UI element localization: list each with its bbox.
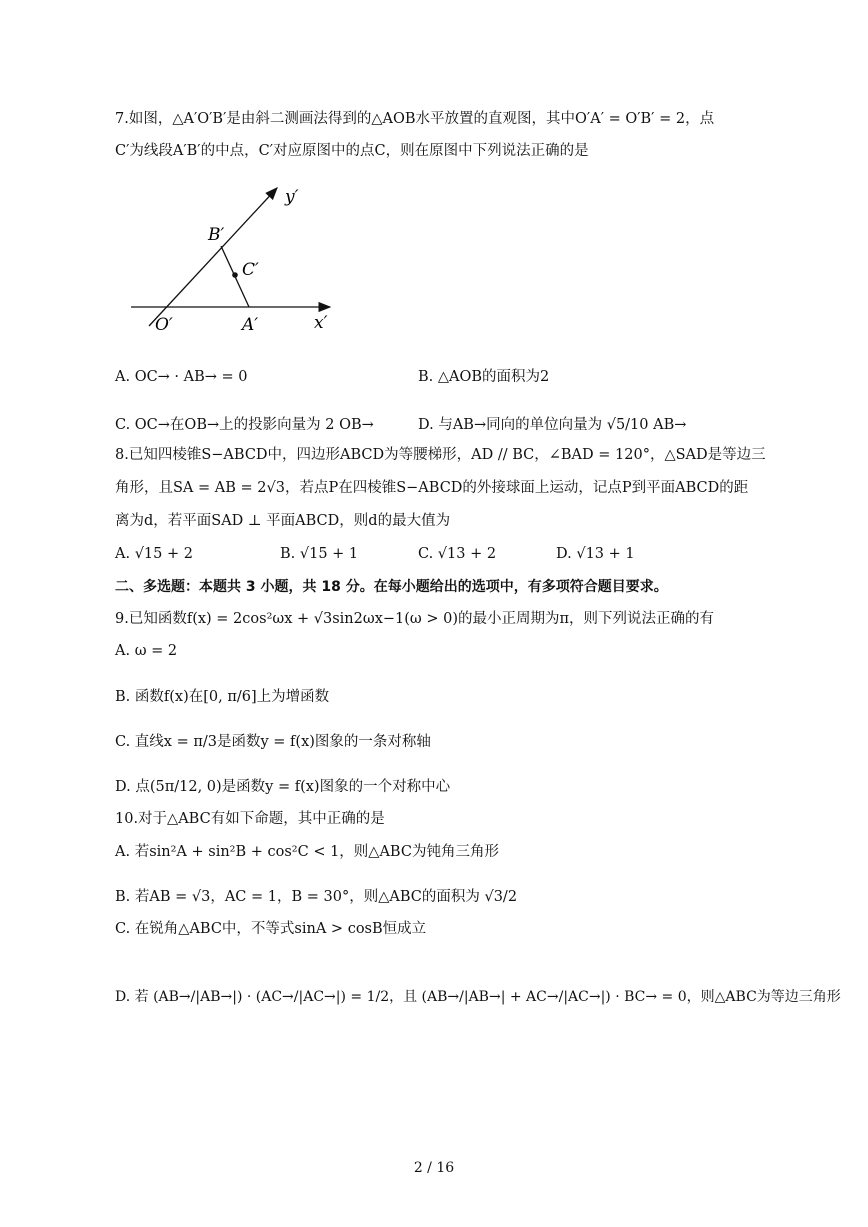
q9-option-b: B. 函数f(x)在[0, π/6]上为增函数 [115,689,330,705]
label-x-axis: x′ [314,313,328,333]
q8-stem-line2: 角形，且SA = AB = 2√3，若点P在四棱锥S−ABCD的外接球面上运动，记点P到平面ABCD的距 [115,480,749,496]
label-y-axis: y′ [285,187,299,207]
q7-stem-line2: C′为线段A′B′的中点，C′对应原图中的点C，则在原图中下列说法正确的是 [115,143,589,159]
q10-option-a: A. 若sin²A + sin²B + cos²C < 1，则△ABC为钝角三角形 [115,844,499,860]
q7-option-d: D. 与AB→同向的单位向量为 √5/10 AB→ [418,417,687,433]
label-b: B′ [208,225,225,245]
q10-option-c: C. 在锐角△ABC中，不等式sinA > cosB恒成立 [115,921,427,937]
q7-option-b: B. △AOB的面积为2 [418,369,550,385]
q8-option-d: D. √13 + 1 [556,546,635,562]
point-c [232,272,238,278]
label-a: A′ [242,315,259,335]
page-number: 2 / 16 [413,1160,455,1176]
section-heading-multiple-choice: 二、多选题：本题共 3 小题，共 18 分。在每小题给出的选项中，有多项符合题目要求。 [115,579,668,595]
q7-stem-line1: 7.如图，△A′O′B′是由斜二测画法得到的△AOB水平放置的直观图，其中O′A′ = O′B′ = 2，点 [115,111,715,127]
q8-option-c: C. √13 + 2 [418,546,497,562]
q8-option-b: B. √15 + 1 [280,546,359,562]
q9-option-a: A. ω = 2 [115,643,178,659]
q7-figure [125,180,345,340]
label-c: C′ [242,260,259,280]
q10-option-b: B. 若AB = √3，AC = 1，B = 30°，则△ABC的面积为 √3/2 [115,889,518,905]
q8-stem-line3: 离为d，若平面SAD ⊥ 平面ABCD，则d的最大值为 [115,513,451,529]
q9-option-d: D. 点(5π/12, 0)是函数y = f(x)图象的一个对称中心 [115,779,451,795]
q9-option-c: C. 直线x = π/3是函数y = f(x)图象的一条对称轴 [115,734,431,750]
q10-stem: 10.对于△ABC有如下命题，其中正确的是 [115,811,385,827]
q7-option-a: A. OC→ · AB→ = 0 [115,369,248,385]
q8-stem-line1: 8.已知四棱锥S−ABCD中，四边形ABCD为等腰梯形，AD // BC，∠BAD = 120°，△SAD是等边三 [115,447,766,463]
label-o: O′ [155,315,173,335]
q10-option-d: D. 若 (AB→/|AB→|) · (AC→/|AC→|) = 1/2，且 (AB→/|AB→| + AC→/|AC→|) · BC→ = 0，则△ABC为等边三角形 [115,989,841,1005]
q9-stem: 9.已知函数f(x) = 2cos²ωx + √3sin2ωx−1(ω > 0)的最小正周期为π，则下列说法正确的有 [115,611,715,627]
y-axis [149,188,277,326]
q8-option-a: A. √15 + 2 [115,546,193,562]
q7-option-c: C. OC→在OB→上的投影向量为 2 OB→ [115,417,374,433]
